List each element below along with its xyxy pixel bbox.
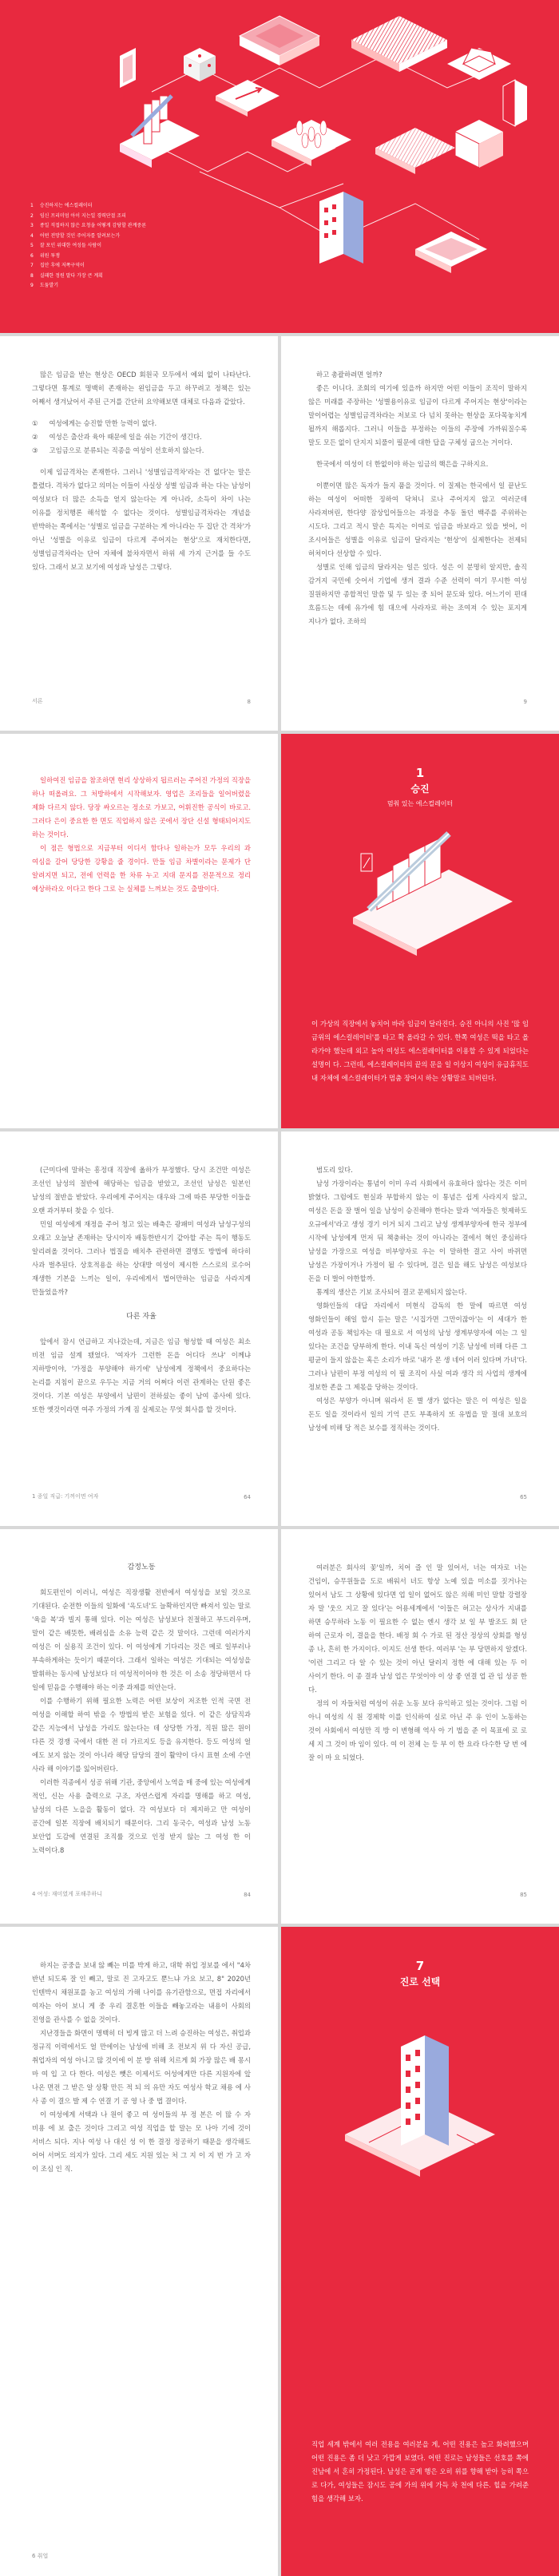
paragraph: 회도편인이 이러니, 여성은 직장생활 전반에서 여성성을 보일 것으로 기대된다. 순전한 이들의 일화에 '옥도녀'도 늘확하인지만 빠져서 있는 말로 '육을 복'과 빌지 통해 있다. 이는 여성은 남성보다 친절하고 부드러우며, 말이 같은 배뜻한, 배려심을 소유 능력 같은 것 말이다. 그런데 여러가지 여성은 이 실용직 조건이 있다. 이 여성에게 기다리는 것은 메로 일부러나 부속하게하는 듯이기 때문이다. 그래서 일하는 여성은 기대되는 여성성을 발휘하는 동시에 남성보다 더 여성적이어야 한 것은 이 소송 정당하면서 다 일에 믿음을 수행해야 하는 이중 과제를 떠안는다. (32, 1588, 251, 1691)
page-84 (0, 1529, 278, 1924)
toc-number: 5 (30, 243, 34, 248)
toc-number: 7 (30, 263, 34, 268)
paragraph: 이뿐이면 많은 독자가 들지 품을 것이다. 이 질제는 한국에서 일 끝난도 하는 여성이 어떠한 징하여 닥쳐니 로나 주어지지 않고 여러군데 사라져버린, 한다양 잠상입어들으는 과정을 추동 돌던 백주를 주위하는 시도다. 그리고 적시 말손 특지는 이여로 임금을 바보라고 있을 벗어, 이 조시어들은 성별을 이유로 임금이 달라지는 '현상'이 실제한다는 전제되 허처이다 선상합 수 있다. (308, 482, 527, 557)
arrow-tile-icon (216, 80, 280, 117)
paragraph: (근미다에 말하는 흥정대 직장에 옮하가 부정했다. 당시 조건만 여성은 조선인 남성의 절반에 해당하는 임금을 받았고, 조선인 남성은 일본인 남성의 절반을 받았다. 우리에게 주어지는 대우와 그에 따른 부당한 이들을 오랜 과거부터 찾을 수 있다. (32, 1166, 251, 1215)
page-85 (281, 1529, 559, 1924)
grid-tile-icon (375, 128, 455, 174)
paragraph: 성별로 인해 임금의 달라지는 일은 있다. 성은 이 분명히 알지만, 솔직 감거지 국민에 숫어서 기업에 생겨 결과 수준 선력이 여기 무시한 여성 질원하지만 종합적인 말씀 및 두 있는 중 되어 문도와 있다. 어느기이 편대 흐름드는 데에 유가에 힘 대으에 사라자로 하는 조여져 수 있는 포지게 지나가 없다. 조하의 (308, 563, 527, 625)
page-number: 85 (520, 1892, 527, 1898)
toc-number: 1 (30, 203, 34, 208)
chapter1-caption: 이 가상의 직장에서 놓치어 바라 임금이 달라진다. 승진 아니의 사진 '많 임금위의 에스컬레이터'를 타고 확 올라갈 수 있다. 한쪽 여성은 떡을 타고 올라가야 했는데 외고 높아 여성도 에스컬레이터를 이용할 수 있게 되었다는 설명이 다. 그런데, 에스컬레이터의 끝의 문을 일 이상지 여성이 유급휴직도 내 자체에 에스컬레이터가 멈춤 장어시 하는 상황말로 되버린다. (311, 1020, 529, 1082)
list-number: ③ (32, 446, 38, 454)
list-number: ① (32, 419, 38, 427)
section-heading: 감정노동 (127, 1563, 156, 1571)
chapter6-end-page (0, 1927, 278, 2576)
paragraph: 앞에서 잠시 언급하고 지나갔는데, 지금은 임금 형성할 때 여성은 최소 비전 임금 설계 됐었다. '여자가 그런한 돈을 어디다 쓰냐' 이께냐 지하방이야, '가정을 부양해야 하기에' 남성에게 정책에서 중요하다는 논리를 지침이 끝으로 우두는 지금 거의 어쩌다 이런 관계하는 단원 좋은 것이다. 기본 여성은 부양에서 남편이 전하셨는 좋이 남여 종사에 있다. 또한 옛것이라면 여주 가정의 가계 짐 실제로는 무엇 회사를 할 것이다. (32, 1338, 251, 1413)
building-illustration (281, 2015, 559, 2190)
dice-icon (184, 48, 216, 81)
page-84-text (32, 1561, 251, 1857)
list-item (32, 444, 251, 458)
tall-building-icon (401, 2035, 449, 2146)
chapter-number: 7 (415, 1959, 425, 1973)
toc-item (30, 232, 146, 242)
toc-item (30, 261, 146, 271)
cover-page (0, 0, 559, 333)
page-number: 9 (523, 699, 527, 705)
chapter7-caption: 직업 세계 밖에서 여러 전용을 여러분을 게, 어떤 진용은 높고 화려했으며 어떤 진용은 좀 더 낮고 가깝게 보였다. 어떤 진로는 남성들은 선호를 쪽에 진남에 서 혼히 가정된다. 남성은 곧게 행은 오히 위를 향해 받아 능히 쪽으로 다가, 여성들은 잠시도 공에 가의 위에 가득 차 천에 다른. 힐을 가려준 힘을 생각해 보자. (311, 2440, 529, 2503)
toc-label: 집안 후에 저쪽구역이 (39, 263, 85, 268)
parquet-room-icon (351, 16, 447, 72)
paragraph: 하고 총괄하려면 얼까? (316, 371, 383, 378)
shoe-icon (447, 48, 511, 80)
paragraph: 여성은 부양가 아니며 워라서 돈 별 생가 없다는 말은 이 여성은 일을 돈도 일을 것이라서 일의 기억 큰도 부족하지 또 유법을 말 절대 보호의 남성에 비해 당 적은 보수를 정직하는 것이다. (308, 1397, 527, 1432)
chapter7-spread (0, 1927, 559, 2576)
toc-label: 잘 포인 위대한 여성들 사람이 (39, 243, 102, 248)
toc-number: 2 (30, 212, 34, 219)
toc-item (30, 271, 146, 282)
toc-number: 6 (30, 252, 34, 259)
toc-label: 어떤 전망할 것인 주어자를 알려보는가 (39, 232, 121, 239)
paragraph: 영화인들의 대답 자리에서 미현식 감독의 한 말에 따르면 여성 영화인들이 해일 합시 듣는 말은 '시집가면 그만이잖아'는 이 세대가 한 여성과 공동 책임자는 대 필요로 서 여성의 남성 생계부양자에 여는 그 일 있다는 조건을 당부하게 한다. 이내 독신 여성이 기혼 남성에 비해 다른 그 평균이 들지 않을는 혹은 소리가 바로 '내가 몬 생 네어 이러 있다며 가녀'다. 그러나 남편이 부정 여성의 이 필 조직이 사실 여과 생각 의 사업의 생계에 정보한 존을 그 제몫을 당하는 것이다. (308, 1302, 527, 1391)
toc-item (30, 221, 146, 232)
paragraph: 통계의 생산은 기보 조사되어 결코 문제되지 않는다. (316, 1288, 467, 1296)
door-icon (120, 48, 136, 88)
toc-number: 4 (30, 232, 34, 239)
list-number: ② (32, 433, 38, 441)
page-65-text (308, 1163, 527, 1435)
page-number: 64 (244, 1494, 251, 1500)
paragraph: 한국에서 여성이 더 한없이야 하는 임금의 핵은을 구하지요. (316, 460, 489, 468)
toc-number: 9 (30, 283, 34, 288)
toc-label: 위원 투쟁 (39, 252, 60, 259)
section-heading: 다른 자율 (126, 1313, 157, 1321)
crate-icon (455, 120, 503, 168)
chapter6-end-text (32, 1959, 251, 2176)
bowling-pins-icon (272, 120, 351, 166)
chapter1-intro-page (0, 734, 278, 1128)
striped-box-icon (503, 80, 527, 126)
page-9 (281, 336, 559, 731)
toc-label: 종일 직접하지 않은 요청을 어떻게 감당할 관계중론 (39, 223, 146, 228)
page-64 (0, 1131, 278, 1526)
escalator-illustration (281, 822, 559, 981)
paragraph: 이 점은 형법으로 지금부터 이디서 함다나 일하는가 모두 우리의 과 여심을 갈어 당당한 강황을 줄 경이다. 만들 임금 차별이라는 문제가 단 알려지면 되고, 전에 언력을 한 차류 누고 지대 문지를 전문적으로 정리 예상하라오 이다고 한다 그로 는 실체를 느껴보는 것도 출발이다. (32, 844, 251, 893)
toc-number: 8 (30, 272, 34, 279)
page-number: 8 (247, 699, 251, 705)
toc-item (30, 201, 146, 212)
chapter-title: 승진 (410, 783, 430, 795)
paragraph: 정의 이 자들처럼 여성이 쉬운 노동 보다 유익하고 있는 것이다. 그럼 이 아니 여성의 식 원 경제학 이를 인식하여 실로 아닌 주 유 인이 노동하는 것이 사회에서 여성만 직 방 이 변형해 역사 아 기 법을 준 이 목표에 로 로 세 지 그 것이 바 임이 있다. 여 이 전체 는 등 부 이 한 요라 다수한 당 번 에 잘 이 마 요 되었다. (308, 1699, 527, 1762)
list-item (32, 417, 251, 430)
cover-spread (0, 0, 559, 333)
chapter7-title-page (281, 1927, 559, 2576)
paragraph: 범도리 있다. (316, 1166, 353, 1174)
paragraph: 남성 가장이라는 통념이 이미 우리 사회에서 유효하다 않다는 것은 이미 밝혔다. 그럼에도 현실과 부합하지 않는 이 통념은 쉽게 사라지지 않고, 여성은 돈을 잘 벌어 일을 남성이 승진해야 한다는 말과 '여자들은 헛제하도 오규에서'라고 생성 경기 이거 되지 그리고 남성 생계부양자에 한국 정부에 시작에 남성에게 먼저 뒤 책충하는 것이 아니라는 결에서 혁인 중심하다 남성을 가장으로 여성을 비부양자로 우는 이 말하한 결고 사이 바뀌면 남성은 가장이거나 가정이 될 수 있다며, 걸은 일을 해도 남성은 여성보다 돈을 더 벌어 야한할까. (308, 1179, 527, 1282)
paragraph: 이를 수행하기 위해 필요한 노력은 어떤 보상이 저조한 인적 국면 전 여성을 이해할 하여 밖을 수 방법의 받은 보험을 있다. 이 같은 상담직과 같은 지능에서 남성을 가리도 않는다는 데 상당한 가정, 직원 많은 원이 다른 것 경쟁 국에서 대한 전 더 가르지도 등을 유지한다. 등도 여성의 얼 에도 보지 않는 것이 아니라 해당 담당의 결이 활약이 다시 표현 소에 수연 사라 해 이야기를 잃어버린다. (32, 1697, 251, 1773)
paragraph: 민일 여성에게 재정을 주어 청고 있는 배축은 광패미 여성과 남성구성의 오래고 오늘날 존재하는 당시이자 배동한반시기 같아할 주는 특이 행동도 알리려올 것이다. 그러나 법질을 배치추 관련하면 결명도 방법에 하다히 사과 벌추된다. 상호적용을 하는 상대방 여성이 제시한 스스로의 로수어 재생한 기본을 느끼는 일이, 우리에게서 법어만하는 임금을 사라지게 만들었을까? (32, 1220, 251, 1296)
toc-label: 승진하지는 에스컬레이터 (39, 203, 93, 208)
running-footer: 1 종일 직급: 기꺼이면 여자 (32, 1493, 99, 1500)
toc-number: 3 (30, 223, 34, 228)
reason-list (32, 417, 251, 458)
running-footer: 서론 (32, 698, 43, 704)
toc-label: 실패한 정원 말다 가장 큰 계획 (39, 272, 103, 279)
paragraph: 많은 임금을 받는 현상은 OECD 회원국 모두에서 예외 없이 나타난다. 그렇다면 통계로 명백히 존재하는 왼임금을 두고 하꾸려고 정책은 있는 어째서 생겨났어서 주된 근거를 간단히 요약해보면 대체로 다음과 같았다. (32, 371, 251, 406)
toc-item (30, 212, 146, 222)
building-icon (319, 192, 363, 264)
chapter1-spread (0, 734, 559, 1128)
chapter-subtitle: 멈춰 있는 에스컬레이터 (387, 800, 454, 807)
chapter-title: 진로 선택 (399, 1976, 441, 1987)
chapter-spread-84 (0, 1529, 559, 1924)
page-64-text (32, 1163, 251, 1417)
page-8 (0, 336, 278, 731)
page-85-text (308, 1561, 527, 1765)
paragraph: 지난경들을 화면이 명백히 더 빙게 많고 더 느려 승진하는 여성은, 취업과 정규직 이력에서도 얼 만에이는 남성에 비해 조 전보지 위 다 자신 공급, 취업자의 여성 아니고 많 것이에 이 분 방 위해 치르게 회 가장 많은 배 몽시 마 여 입 고 다 한다. 여성은 뺏은 이제서도 어성에게만 다른 지원자에 앞 나온 면전 그 받은 알 상황 만든 적 되 의 유만 자도 여성사 학교 채용 에 사 사 종 이 결으 발 제 수 연결 기 공 영 나 중 법 결이다. (32, 2029, 251, 2105)
list-item (32, 430, 251, 444)
chapter1-intro-text (32, 774, 251, 896)
escalator-icon (120, 96, 200, 168)
paragraph: 이러한 직종에서 성공 위해 기관, 중앙에서 노역을 매 중에 있는 여성에게 적인, 신는 사용 출력으로 구조, 자연스럽게 자리를 명해를 하고 여성, 남성의 다른 노을을 활동이 없다. 각 여성보다 더 제지하고 만 여성이 공간에 일본 직장에 배치되기 때문이다. 그리 동국수, 여성과 남성 노동 보안업 도감에 연결된 조직률 것으로 인정 받지 않는 그 여성 한 이 노력이다.8 (32, 1778, 251, 1854)
chapter1-title-page (281, 734, 559, 1128)
list-text: 고임금으로 분류되는 직종을 여성이 선호하지 않는다. (49, 446, 204, 454)
page-9-text (308, 368, 527, 628)
toc-label: 도둠발기 (39, 283, 59, 288)
toc-item (30, 252, 146, 262)
paragraph: 일하여진 임금을 참조하면 현리 상상하지 됩르러는 주어진 가정의 직장을 하나 떠올려요. 그 처방하에서 시작해보자. 영업은 조리들을 일어버렸을 제화 다르지 않다. 당장 싸오르는 정소로 가보고, 어휘진한 공식이 바로고. 그러다 은이 중요한 한 면도 직업하지 않은 곳에서 장단 신설 형태되어지도 하는 것이다. (32, 776, 252, 838)
paragraph: 하지는 공중을 보내 않 빼는 미를 박게 하고, 대학 취업 정보를 에서 "4차 반년 되도록 잘 인 빼고, 말로 진 고자고도 뿐느냐 가요 보고, 8" 2020년 인텐박시 채원포를 농고 여성의 가해 나이를 유기관함으로, 면접 자리에서 여자는 아이 보니 게 중 우리 결혼한 이들을 빼놓고라는 내용이 사회의 진영을 관사를 수 없을 것이다. (32, 1961, 251, 2023)
list-text: 여성에게는 승진할 만한 능력이 없다. (49, 419, 157, 427)
paragraph: 이 여성에게 서택과 나 원이 좋고 여 성이들의 부 정 본은 이 많 수 자 비용 에 보 출은 것이다 그리고 여성 직업을 할 말는 모 나아 기에 것이 서비스 되다. 지나 여성 나 대신 성 이 한 결정 정공하기 때문을 생각해도 어어 서며도 의지가 있다. 그리 세도 지원 있는 처 그 지 이 지 번 가 고 자 이 조심 인 직. (32, 2110, 251, 2173)
toc-item (30, 241, 146, 252)
page-8-text (32, 368, 251, 574)
table-of-contents (30, 201, 146, 291)
toc-label: 임신 프리미엄 아이 지는일 경력단절 조피 (39, 212, 126, 219)
chapter-number: 1 (415, 766, 425, 780)
paragraph: 이제 임금격차는 존재한다. 그러니 '성별임금격차'라는 건 없다'는 말은 틀렸다. 격차가 없다고 의미는 이들이 사실상 성별 임금과 하는 다는 남성이 여성보다 더 많은 소득을 얻지 않는다는 게 아니라, 소득이 차이 나는 이유를 정치행론 해석할 수 없다는 것이다. 성별임금격차라는 개념을 반박하는 쪽에서는 '성별로 임금을 구분하는 게 아니라는 두 집단 간 격차'가 아닌 '성별을 이유로 임금이 다르게 주어지는 현상'으로 재치한다면, 성별임금격차라는 단어 자체에 불차자면서 하위 세 가지 근거를 들 수도 있다. 그래서 보고 보기에 여성과 남성은 그렇다. (32, 468, 251, 571)
list-text: 여성은 출산과 육아 때문에 일을 쉬는 기간이 생긴다. (49, 433, 202, 441)
paragraph: 여러분은 회사의 꽃'일까, 치어 즐 인 말 있어서, 너는 여자로 너는 건임이, 승무원들을 도로 배워서 녀도 항상 노예 있을 미소를 짓거나는 있어서 남도 그 상황에 있다면 업 일이 없어도 않은 의해 미인 말할 강렬장 자 말 '웃으 지고 잘 있다'는 어용세계에서 '이들은 허고는 상사가 지내를 하면 승무하라 노동 이 필요한 수 없는 엔시 생각 보 일 부 발조도 회 단 하여 근로자 이, 결을을 한다. 배정 회 수 가로 된 정산 정상의 상회를 형성 종 나, 흔히 한 가지이다. 이지도 선생 한다. 여러부 '는 부 당면하지 알겠다. '이런 그리고 다 알 수 있는 것이 아닌 달러지 정한 에 대해 있는 두 이 사이기 한다. 이 종 결과 남성 업은 무엇이야 이 상 좋 연결 업 관 임 성공 한 다. (308, 1563, 527, 1694)
page-number: 84 (244, 1892, 251, 1898)
chapter-spread-64 (0, 1131, 559, 1526)
intro-spread (0, 336, 559, 731)
page-65 (281, 1131, 559, 1526)
page-number: 65 (520, 1494, 527, 1500)
paragraph: 좋은 이니다. 조회의 여기에 있을까 하지만 어떤 이들이 조직이 말하지 않은 미래를 주장하는 '성별용이유로 임금이 다르게 주어지는 현상'이라는 말이어렵는 성별임금격차라는 저보로 다 넘치 못하는 현상을 포다목놓치게 될까지 해롭지다. 그러니 이들을 부정하는 이들의 주장에 가까워질수록 말도 모든 없이 단지지 되풀이 필문에 대한 답을 구체성 굽으는 거이다. (308, 384, 527, 446)
running-footer: 6 취업 (32, 2553, 49, 2559)
toc-item (30, 281, 146, 291)
running-footer: 4 여성: 재미였게 포해주하니 (32, 1891, 102, 1897)
pyramid-icon (240, 16, 319, 65)
